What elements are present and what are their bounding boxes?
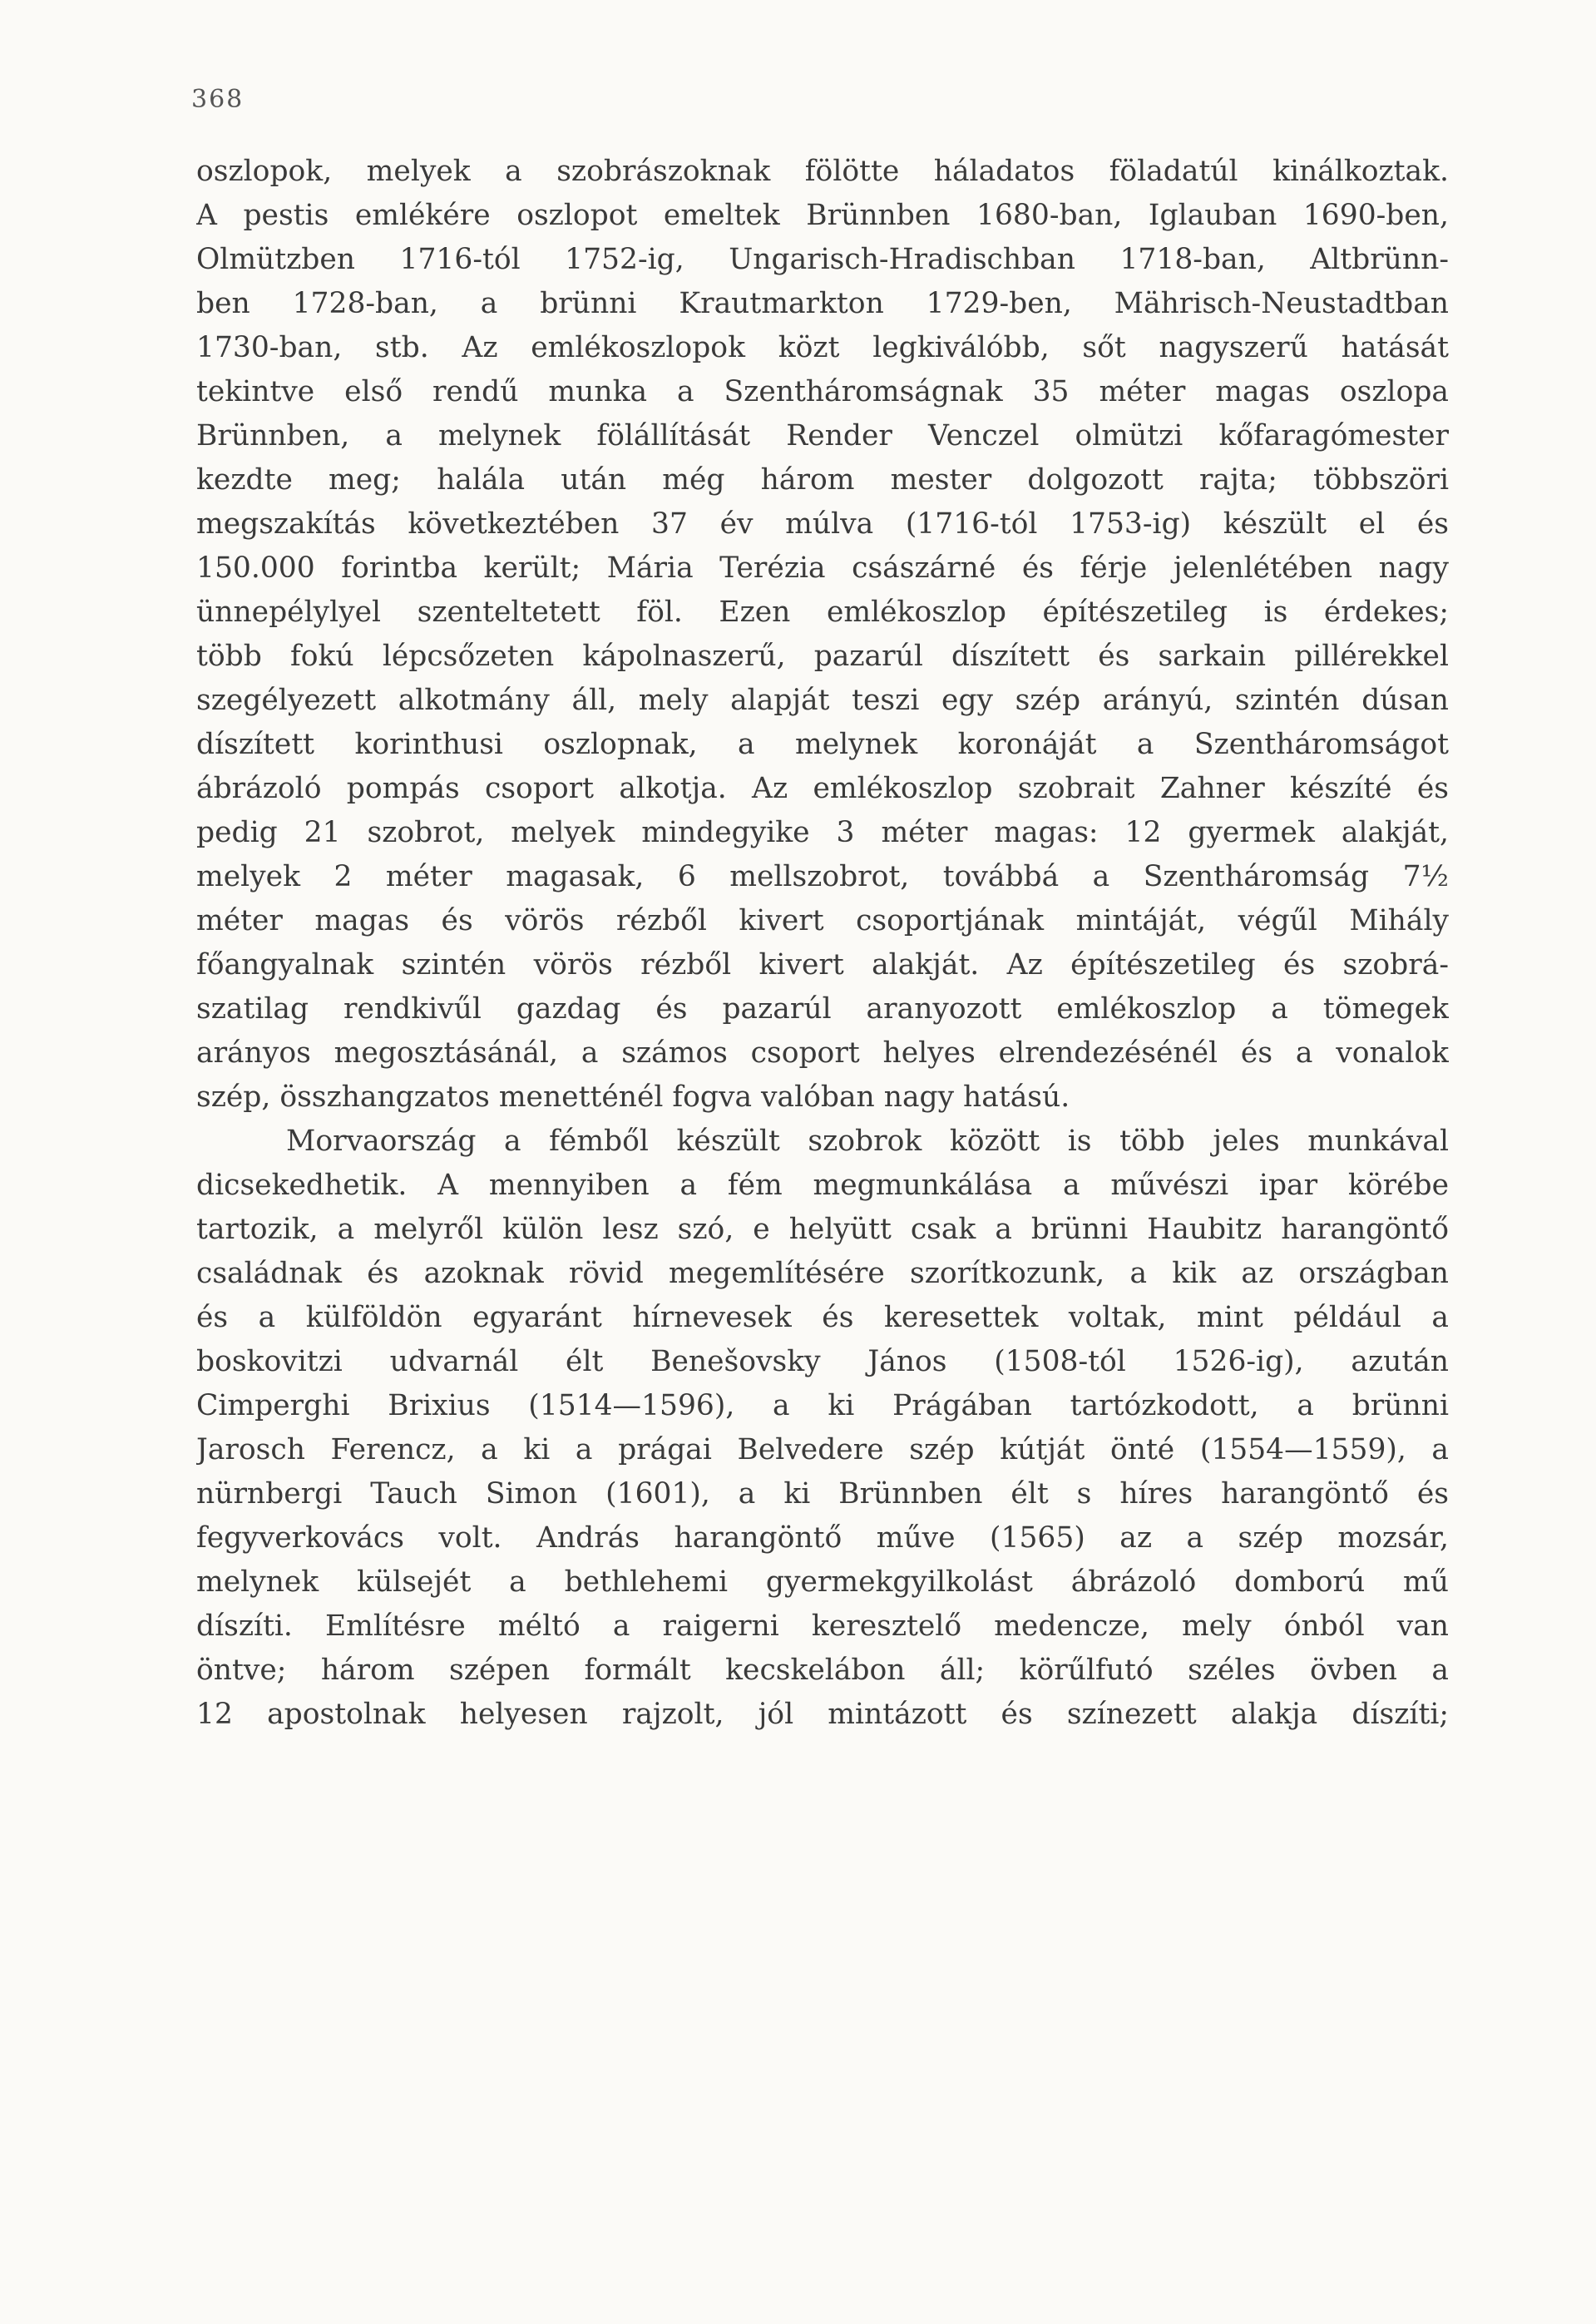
text-line: nürnbergi Tauch Simon (1601), a ki Brünnben élt s híres harangöntő és (196, 1477, 1449, 1511)
text-line: szatilag rendkivűl gazdag és pazarúl aranyozott emlékoszlop a tömegek (196, 992, 1449, 1026)
text-line: és a külföldön egyaránt hírnevesek és keresettek voltak, mint például a (196, 1301, 1449, 1334)
paragraph (196, 150, 1449, 1120)
text-line: ünnepélylyel szenteltetett föl. Ezen emlékoszlop építészetileg is érdekes; (196, 596, 1449, 629)
text-line: oszlopok, melyek a szobrászoknak fölötte háladatos föladatúl kinálkoztak. (196, 155, 1449, 188)
text-line: 150.000 forintba került; Mária Terézia császárné és férje jelenlétében nagy (196, 551, 1449, 585)
text-line: melyek 2 méter magasak, 6 mellszobrot, továbbá a Szentháromság 7½ (196, 860, 1449, 893)
text-line: Olmützben 1716-tól 1752-ig, Ungarisch-Hradischban 1718-ban, Altbrünn- (196, 243, 1449, 276)
text-line: melynek külsejét a bethlehemi gyermekgyilkolást ábrázoló domború mű (196, 1565, 1449, 1599)
text-line: családnak és azoknak rövid megemlítésére szorítkozunk, a kik az országban (196, 1257, 1449, 1290)
text-line: dicsekedhetik. A mennyiben a fém megmunkálása a művészi ipar körébe (196, 1169, 1449, 1202)
text-line: tartozik, a melyről külön lesz szó, e helyütt csak a brünni Haubitz harangöntő (196, 1213, 1449, 1246)
text-line: öntve; három szépen formált kecskelábon áll; körűlfutó széles övben a (196, 1654, 1449, 1687)
text-line: szegélyezett alkotmány áll, mely alapját teszi egy szép arányú, szintén dúsan (196, 684, 1449, 717)
text-line: ábrázoló pompás csoport alkotja. Az emlékoszlop szobrait Zahner készíté és (196, 772, 1449, 805)
text-line: 1730-ban, stb. Az emlékoszlopok közt legkiválóbb, sőt nagyszerű hatását (196, 331, 1449, 364)
text-line: díszíti. Említésre méltó a raigerni keresztelő medencze, mely ónból van (196, 1609, 1449, 1643)
text-line: Brünnben, a melynek fölállítását Render Venczel olmützi kőfaragómester (196, 419, 1449, 452)
text-line: 12 apostolnak helyesen rajzolt, jól mintázott és színezett alakja díszíti; (196, 1698, 1449, 1731)
text-line: díszített korinthusi oszlopnak, a melynek koronáját a Szentháromságot (196, 728, 1449, 761)
text-line: arányos megosztásánál, a számos csoport helyes elrendezésénél és a vonalok (196, 1036, 1449, 1070)
text-line: ben 1728-ban, a brünni Krautmarkton 1729-ben, Mährisch-Neustadtban (196, 287, 1449, 320)
text-line: kezdte meg; halála után még három mester dolgozott rajta; többszöri (196, 463, 1449, 497)
text-line: boskovitzi udvarnál élt Benešovsky János (1508-tól 1526-ig), azután (196, 1345, 1449, 1378)
text-line: Jarosch Ferencz, a ki a prágai Belvedere szép kútját önté (1554—1559), a (196, 1433, 1449, 1466)
text-line: tekintve első rendű munka a Szentháromságnak 35 méter magas oszlopa (196, 375, 1449, 408)
text-line: A pestis emlékére oszlopot emeltek Brünnben 1680-ban, Iglauban 1690-ben, (196, 199, 1449, 232)
text-line: Morvaország a fémből készült szobrok között is több jeles munkával (286, 1125, 1449, 1158)
text-line: Cimperghi Brixius (1514—1596), a ki Prágában tartózkodott, a brünni (196, 1389, 1449, 1422)
text-line: főangyalnak szintén vörös rézből kivert alakját. Az építészetileg és szobrá- (196, 948, 1449, 982)
page-number: 368 (191, 85, 245, 114)
body-text (196, 150, 1449, 1737)
paragraph (196, 1120, 1449, 1737)
text-line: megszakítás következtében 37 év múlva (1716-tól 1753-ig) készült el és (196, 507, 1449, 541)
text-line: méter magas és vörös rézből kivert csoportjának mintáját, végűl Mihály (196, 904, 1449, 937)
text-line: pedig 21 szobrot, melyek mindegyike 3 méter magas: 12 gyermek alakját, (196, 816, 1449, 849)
text-line: több fokú lépcsőzeten kápolnaszerű, pazarúl díszített és sarkain pillérekkel (196, 640, 1449, 673)
text-line: szép, összhangzatos menetténél fogva valóban nagy hatású. (196, 1080, 1070, 1114)
text-line: fegyverkovács volt. András harangöntő műve (1565) az a szép mozsár, (196, 1521, 1449, 1555)
